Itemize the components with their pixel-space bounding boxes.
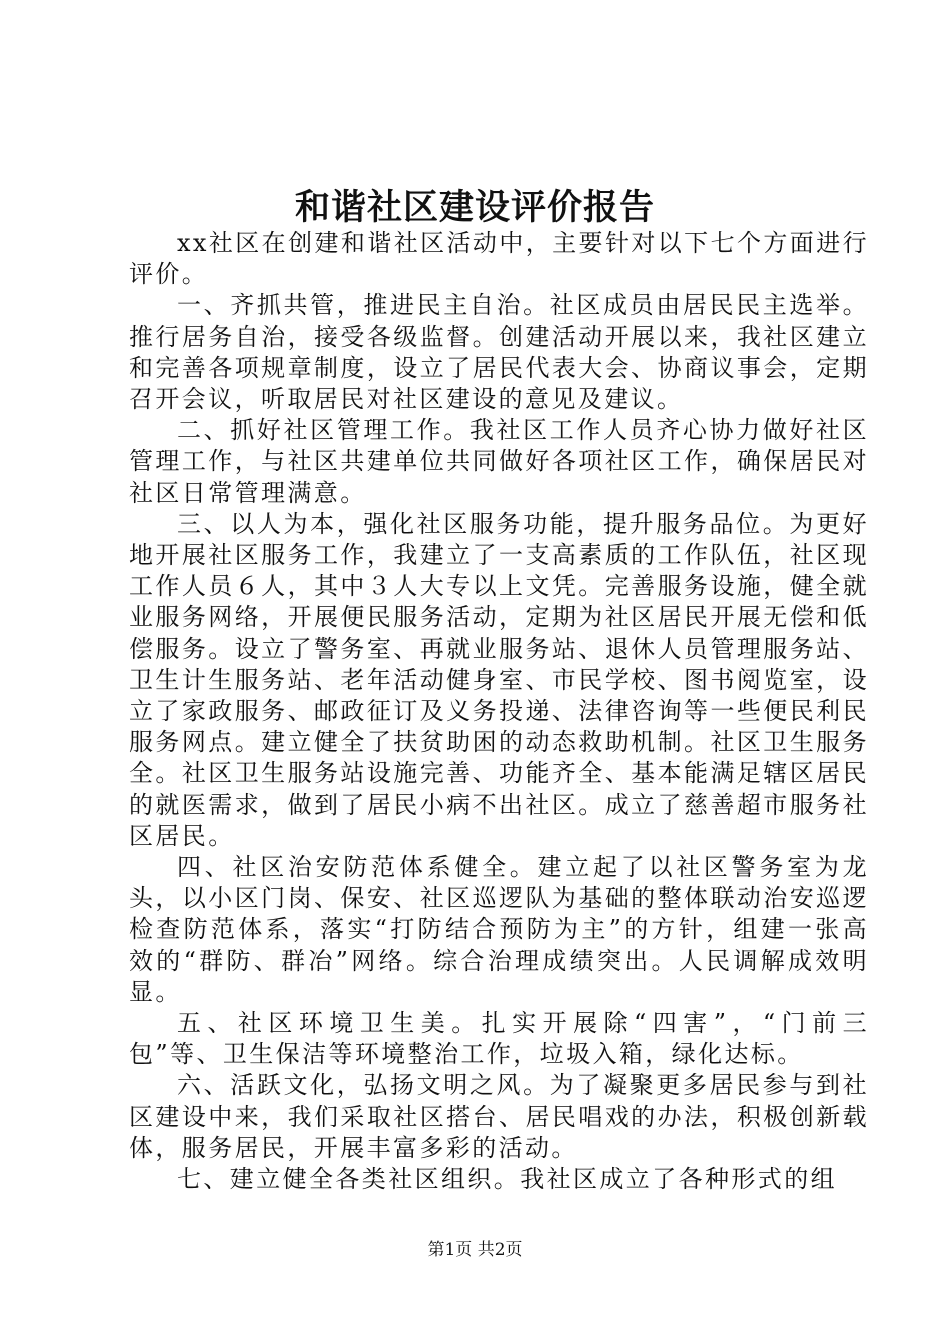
paragraph-section-6: 六、活跃文化，弘扬文明之风。为了凝聚更多居民参与到社区建设中来，我们采取社区搭台、居民唱戏的办法，积极创新载体，服务居民，开展丰富多彩的活动。 bbox=[129, 1071, 869, 1162]
document-body bbox=[129, 228, 869, 1195]
paragraph-section-2: 二、抓好社区管理工作。我社区工作人员齐心协力做好社区管理工作，与社区共建单位共同做好各项社区工作，确保居民对社区日常管理满意。 bbox=[129, 416, 869, 507]
paragraph-intro: xx社区在创建和谐社区活动中，主要针对以下七个方面进行评价。 bbox=[129, 229, 869, 289]
paragraph-section-7: 七、建立健全各类社区组织。我社区成立了各种形式的组 bbox=[177, 1165, 837, 1194]
paragraph-section-3: 三、以人为本，强化社区服务功能，提升服务品位。为更好地开展社区服务工作，我建立了一支高素质的工作队伍，社区现工作人员６人，其中３人大专以上文凭。完善服务设施，健全就业服务网络，开展便民服务活动，定期为社区居民开展无偿和低偿服务。设立了警务室、再就业服务站、退休人员管理服务站、卫生计生服务站、老年活动健身室、市民学校、图书阅览室，设立了家政服务、邮政征订及义务投递、法律咨询等一些便民利民服务网点。建立健全了扶贫助困的动态救助机制。社区卫生服务全。社区卫生服务站设施完善、功能齐全、基本能满足辖区居民的就医需求，做到了居民小病不出社区。成立了慈善超市服务社区居民。 bbox=[129, 509, 869, 850]
paragraph-section-5: 五、社区环境卫生美。扎实开展除“四害”，“门前三包”等、卫生保洁等环境整治工作，垃圾入箱，绿化达标。 bbox=[129, 1009, 869, 1069]
document-title: 和谐社区建设评价报告 bbox=[294, 187, 655, 228]
page-footer: 第1页 共2页 bbox=[427, 1240, 523, 1260]
paragraph-section-4: 四、社区治安防范体系健全。建立起了以社区警务室为龙头，以小区门岗、保安、社区巡逻队为基础的整体联动治安巡逻检查防范体系，落实“打防结合预防为主”的方针，组建一张高效的“群防、群冶”网络。综合治理成绩突出。人民调解成效明显。 bbox=[129, 853, 869, 1006]
paragraph-section-1: 一、齐抓共管，推进民主自治。社区成员由居民民主选举。推行居务自治，接受各级监督。创建活动开展以来，我社区建立和完善各项规章制度，设立了居民代表大会、协商议事会，定期召开会议，听取居民对社区建设的意见及建议。 bbox=[129, 291, 869, 414]
